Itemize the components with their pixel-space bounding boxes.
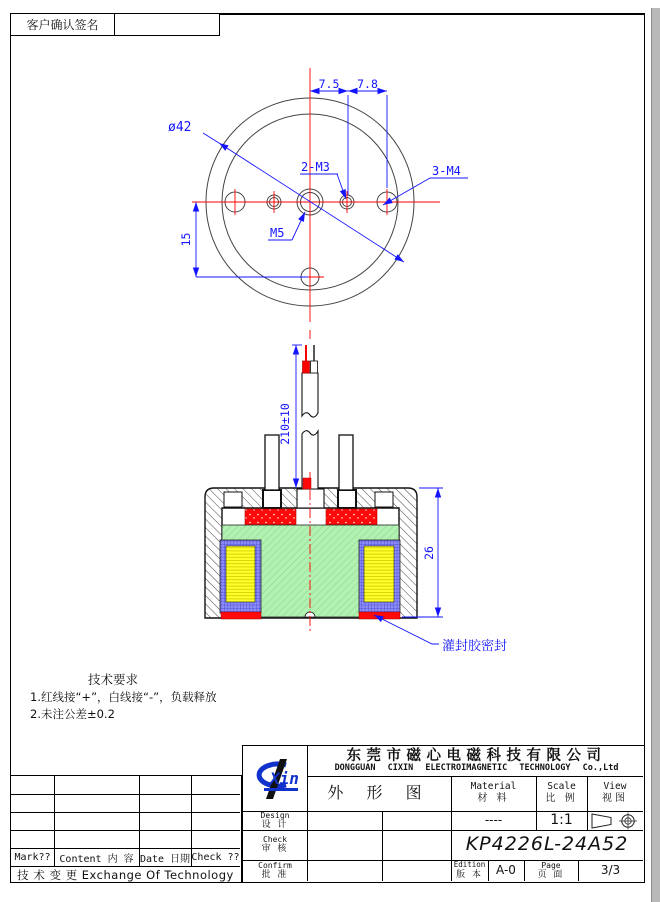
red-wire-end	[303, 361, 310, 373]
revision-check-header: Check ??	[191, 851, 240, 863]
design-name-cell	[307, 811, 382, 830]
sleeve-upper	[302, 373, 318, 417]
seal-label: 灌封胶密封	[442, 639, 508, 654]
potting-right	[326, 509, 377, 527]
section-view	[205, 330, 507, 654]
third-angle-symbol	[588, 812, 642, 830]
model-number: KP4226L-24A52	[465, 833, 629, 856]
tech-req-title: 技术要求	[88, 672, 139, 687]
check-name-cell	[307, 830, 382, 860]
right-outer-hole	[375, 492, 393, 507]
dim-15: 15	[179, 232, 193, 247]
dim-210: 210±10	[278, 403, 292, 445]
center-bushing	[297, 489, 324, 508]
edition-value: A-0	[496, 862, 516, 877]
material-header: Material 材 料	[470, 781, 517, 805]
white-wire-end	[311, 361, 318, 373]
left-outer-hole	[224, 492, 242, 507]
check-date-cell	[382, 830, 451, 860]
company-name-cn: 东莞市磁心电磁科技有限公司	[346, 746, 607, 764]
left-stud-nut	[263, 490, 281, 508]
dim-7-8: 7.8	[357, 77, 378, 91]
label-2-m3: 2-M3	[301, 160, 330, 174]
left-coil	[226, 546, 255, 602]
revision-mark-header: Mark??	[14, 851, 51, 863]
top-view-dimensions	[196, 91, 468, 277]
logo-text: Xin	[270, 768, 299, 788]
top-view	[168, 68, 468, 322]
page-label: Page 页 面	[537, 860, 565, 880]
tech-req-item2: 2.未注公差±0.2	[30, 707, 115, 721]
right-stud	[339, 435, 353, 490]
right-coil	[364, 546, 394, 602]
view-header: View 视图	[602, 781, 628, 805]
signature-label: 客户确认签名	[11, 14, 115, 35]
scale-value: 1:1	[550, 812, 573, 829]
dim-7-5: 7.5	[318, 77, 340, 91]
page-value: 3/3	[600, 862, 621, 877]
cixin-logo-graphic	[246, 755, 304, 803]
confirm-name-cell	[307, 860, 382, 881]
title-block	[242, 745, 645, 883]
potting-left	[245, 509, 296, 527]
confirm-date-cell	[382, 860, 451, 881]
revision-date-header: Date 日期	[139, 853, 191, 865]
material-value: ----	[484, 812, 503, 827]
drawing-type: 外 形 图	[327, 783, 431, 803]
dim-dia42: ø42	[168, 120, 192, 135]
edition-label: Edition 版 本	[453, 860, 486, 880]
design-label: Design 设 计	[260, 810, 290, 830]
label-m5: M5	[270, 226, 285, 240]
projection-symbol	[587, 811, 643, 830]
revision-footer: 技 术 变 更 Exchange Of Technology	[17, 868, 234, 882]
seal-left	[221, 612, 261, 619]
company-name-en: DONGGUAN CIXIN ELECTROIMAGNETIC TECHNOLOGY Co.,Ltd	[334, 763, 619, 774]
design-date-cell	[382, 811, 451, 830]
right-stud-nut	[338, 490, 356, 508]
confirm-label: Confirm 批 准	[258, 860, 292, 880]
check-label: Check 审 核	[261, 835, 289, 855]
tech-req-item1: 1.红线接“+”，白线接“-”，负载释放	[30, 690, 217, 704]
left-stud	[265, 435, 279, 490]
scale-header: Scale 比 例	[545, 781, 578, 805]
revision-table	[10, 775, 242, 883]
label-3-m4: 3-M4	[432, 164, 461, 178]
revision-content-header: Content 内 容	[59, 853, 134, 865]
tech-requirements	[30, 672, 217, 721]
company-cell	[307, 746, 646, 776]
company-logo	[243, 746, 307, 811]
dim-26: 26	[422, 546, 436, 560]
